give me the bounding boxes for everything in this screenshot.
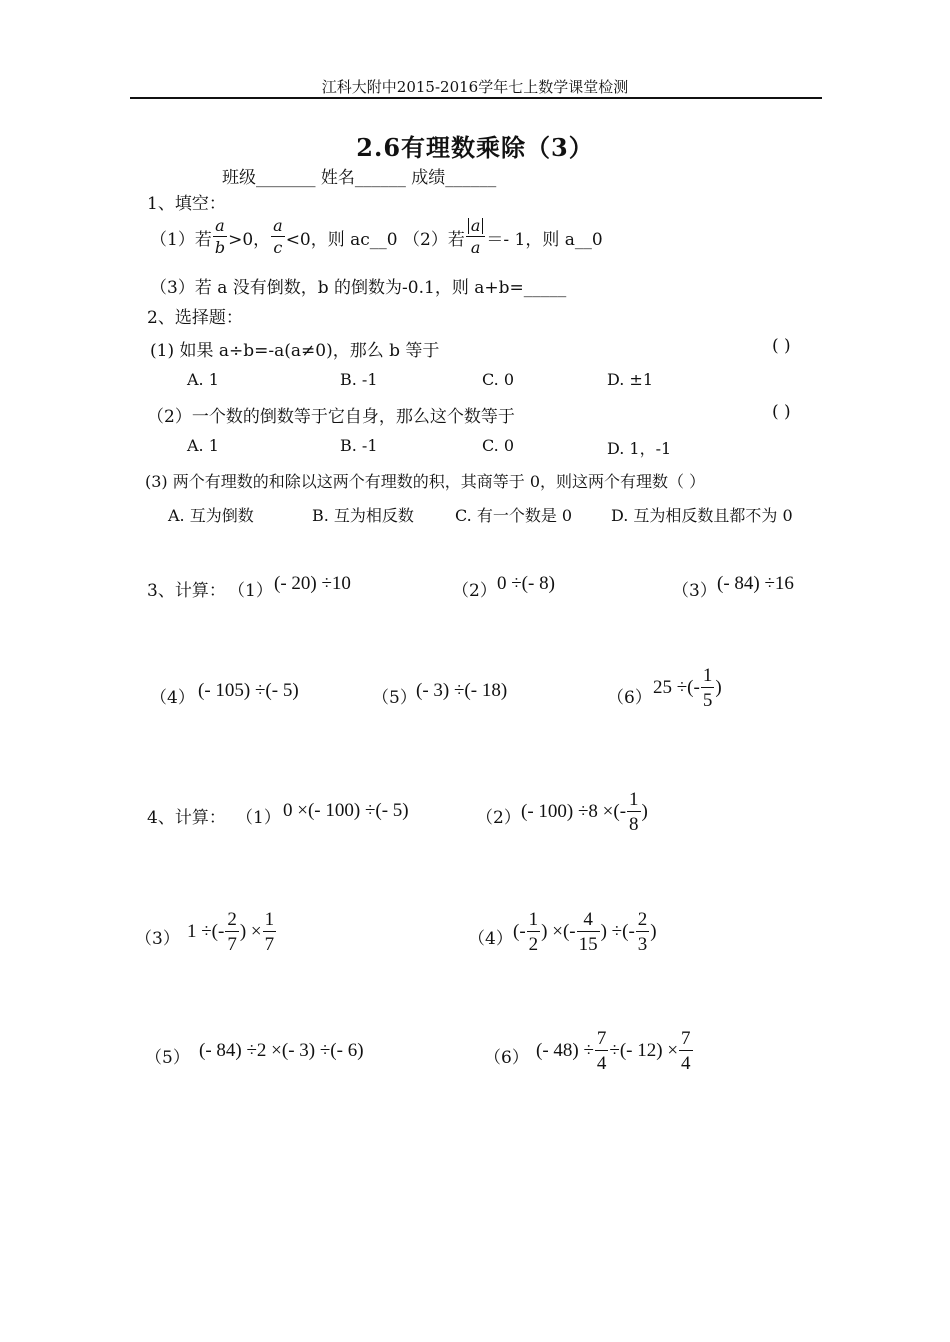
- option-c: C. 有一个数是 0: [455, 506, 573, 525]
- calc-label: （2）: [476, 808, 521, 828]
- calc-expression: [513, 910, 657, 954]
- fraction-numerator: 1: [702, 665, 713, 686]
- fraction-numerator: 1: [264, 909, 275, 930]
- answer-paren: ( ): [772, 402, 791, 422]
- calc-label: （3）: [672, 581, 717, 601]
- fraction-denominator: 15: [578, 934, 598, 955]
- calc-expression: [536, 1029, 694, 1073]
- option-b: B. 互为相反数: [312, 506, 414, 525]
- document-header: 江科大附中2015-2016学年七上数学课堂检测: [321, 78, 629, 96]
- fraction-numerator: [466, 218, 486, 237]
- option-c: C. 0: [482, 436, 515, 455]
- fraction-numerator: a: [213, 218, 227, 237]
- calc-label: （2）: [452, 581, 497, 601]
- fraction-denominator: b: [214, 238, 226, 257]
- fraction-denominator: 7: [227, 934, 237, 955]
- calc-expression: 0 ÷(- 8): [497, 573, 555, 594]
- option-d: D. ±1: [607, 370, 654, 389]
- expression-part: ÷(- 12) ×: [609, 1040, 679, 1061]
- s2-question-1: (1) 如果 a÷b=-a(a≠0)，那么 b 等于: [150, 341, 440, 361]
- option-a: A. 1: [187, 370, 219, 389]
- page-title: 2.6有理数乘除（3）: [356, 133, 594, 162]
- fraction-denominator: 7: [264, 934, 275, 955]
- fraction-abs-a-over-a: [466, 218, 486, 256]
- expression-part: (- 100) ÷8 ×(-: [521, 801, 627, 822]
- fraction: [263, 910, 277, 954]
- expression-part: (-: [513, 921, 526, 942]
- fraction: [595, 1029, 609, 1073]
- expression-part: ): [715, 677, 722, 698]
- calc-label: （4）: [150, 688, 195, 708]
- section-1-heading: 1、填空：: [147, 194, 226, 214]
- option-c: C. 0: [482, 370, 515, 389]
- calc-expression: [653, 666, 722, 710]
- calc-label: （4）: [468, 929, 513, 949]
- fraction-denominator: 5: [702, 690, 713, 711]
- fraction-numerator: 1: [629, 789, 639, 810]
- calc-label: （1）: [228, 581, 273, 601]
- calc-expression: [187, 910, 277, 954]
- fraction-numerator: 2: [637, 909, 648, 930]
- calc-label: （5）: [372, 688, 417, 708]
- calc-label: （1）: [236, 808, 281, 828]
- fraction-denominator: 4: [596, 1053, 607, 1074]
- section-4-heading: 4、计算：: [147, 808, 226, 828]
- s1q1-text-2: >0，: [228, 229, 271, 250]
- option-b: B. -1: [340, 436, 378, 455]
- expression-part: ) ×(-: [541, 921, 576, 942]
- expression-part: ) ÷(-: [600, 921, 635, 942]
- fraction: [527, 910, 541, 954]
- s1q1-text-4: ＝- 1，则 a__0: [486, 229, 603, 250]
- s1-question-1: [150, 218, 603, 256]
- fraction-a-over-b: [213, 218, 227, 256]
- option-d: D. 互为相反数且都不为 0: [611, 506, 793, 525]
- s2-question-2: （2）一个数的倒数等于它自身，那么这个数等于: [147, 407, 515, 427]
- fraction: [577, 910, 600, 954]
- absolute-value-a: a: [468, 218, 484, 234]
- calc-expression: (- 84) ÷16: [717, 573, 794, 594]
- fraction-numerator: 1: [528, 909, 539, 930]
- fraction-a-over-c: [271, 218, 285, 256]
- expression-part: ): [650, 921, 657, 942]
- option-d: D. 1，-1: [607, 439, 672, 458]
- fraction: [225, 910, 239, 954]
- expression-part: (- 48) ÷: [536, 1040, 594, 1061]
- calc-label: （6）: [607, 688, 652, 708]
- s1-question-3: （3）若 a 没有倒数，b 的倒数为-0.1，则 a+b=_____: [150, 278, 567, 298]
- fraction: [679, 1029, 693, 1073]
- fraction: [636, 910, 650, 954]
- section-2-heading: 2、选择题：: [147, 308, 243, 328]
- calc-expression: (- 20) ÷10: [274, 573, 351, 594]
- fraction-denominator: 3: [637, 934, 648, 955]
- fraction-denominator: 2: [528, 934, 539, 955]
- calc-label: （3）: [135, 929, 180, 949]
- calc-expression: [521, 790, 648, 834]
- fraction: [627, 790, 641, 834]
- student-info-line: 班级_______ 姓名______ 成绩______: [222, 168, 497, 188]
- calc-expression: (- 105) ÷(- 5): [198, 680, 299, 701]
- fraction-numerator: a: [273, 216, 283, 235]
- fraction-numerator: 7: [596, 1028, 607, 1049]
- fraction-denominator: 8: [629, 814, 639, 835]
- s2-question-3: (3) 两个有理数的和除以这两个有理数的积，其商等于 0，则这两个有理数（ ）: [145, 472, 706, 491]
- expression-part: ) ×: [239, 921, 262, 942]
- header-rule: [130, 97, 822, 99]
- fraction-numerator: 7: [681, 1028, 691, 1049]
- fraction: [701, 666, 715, 710]
- calc-expression: (- 84) ÷2 ×(- 3) ÷(- 6): [199, 1040, 364, 1061]
- calc-expression: (- 3) ÷(- 18): [416, 680, 508, 701]
- option-b: B. -1: [340, 370, 378, 389]
- expression-part: ): [641, 801, 648, 822]
- expression-part: 25 ÷(-: [653, 677, 700, 698]
- s1q1-text-3: <0，则 ac__0 （2）若: [285, 229, 465, 250]
- expression-part: 1 ÷(-: [187, 921, 225, 942]
- fraction-numerator: 4: [577, 910, 600, 932]
- fraction-numerator: 2: [227, 909, 237, 930]
- fraction-denominator: c: [273, 238, 283, 257]
- calc-label: （5）: [145, 1048, 190, 1068]
- option-a: A. 互为倒数: [168, 506, 254, 525]
- calc-label: （6）: [484, 1048, 529, 1068]
- calc-expression: 0 ×(- 100) ÷(- 5): [283, 800, 409, 821]
- section-3-heading: 3、计算：: [147, 581, 226, 601]
- fraction-denominator: a: [470, 238, 481, 257]
- answer-paren: ( ): [772, 336, 791, 356]
- s1q1-text-1: （1）若: [150, 229, 212, 250]
- option-a: A. 1: [187, 436, 219, 455]
- fraction-denominator: 4: [681, 1053, 691, 1074]
